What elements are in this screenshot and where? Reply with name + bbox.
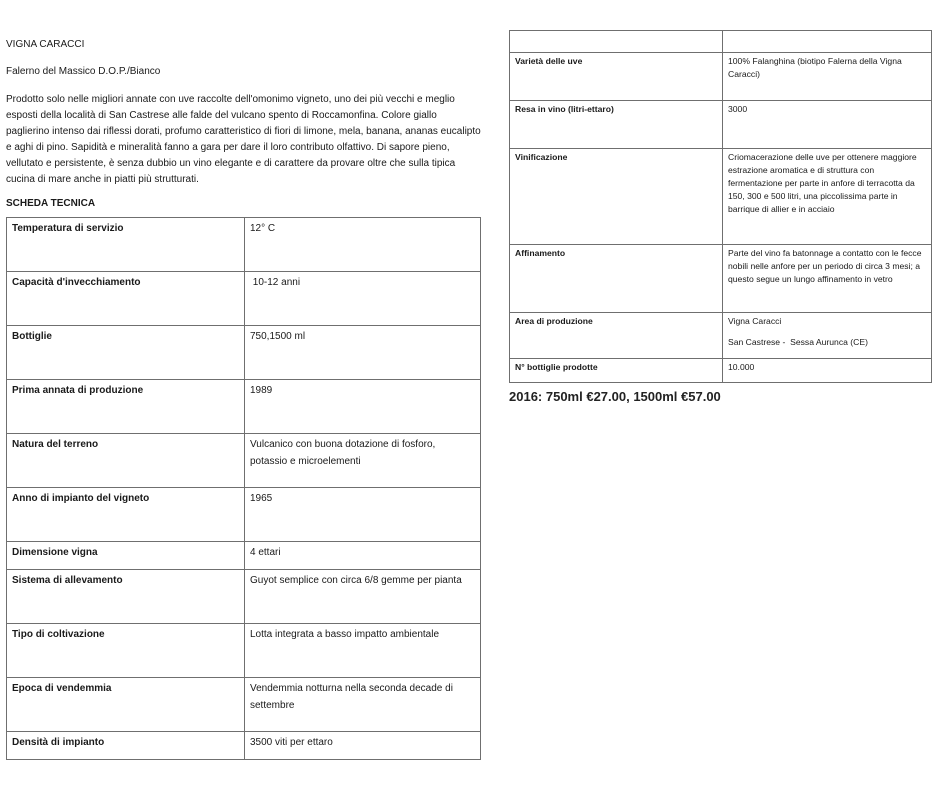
technical-sheet-table (6, 217, 481, 760)
row-value: 4 ettari (245, 542, 481, 570)
row-value: 12° C (245, 218, 481, 272)
row-value (723, 31, 932, 53)
row-label: N° bottiglie prodotte (510, 359, 723, 383)
table-row (7, 542, 481, 570)
table-row (7, 678, 481, 732)
row-value: 3000 (723, 101, 932, 149)
row-value: Criomacerazione delle uve per ottenere maggiore estrazione aromatica e di struttura con fermentazione per parte in anfore di terracotta da 150, 300 e 500 litri, una piccolissima parte in barrique di allier e in acciaio (723, 149, 932, 245)
table-row (510, 53, 932, 101)
row-label: Resa in vino (litri-ettaro) (510, 101, 723, 149)
table-row (510, 359, 932, 383)
table-row (510, 149, 932, 245)
table-row (7, 624, 481, 678)
table-row (510, 31, 932, 53)
row-label: Prima annata di produzione (7, 380, 245, 434)
row-label: Vinificazione (510, 149, 723, 245)
row-label: Bottiglie (7, 326, 245, 380)
table-row (7, 272, 481, 326)
row-value: Parte del vino fa batonnage a contatto con le fecce nobili nelle anfore per un periodo di circa 3 mesi; a questo segue un lungo affinamento in vetro (723, 245, 932, 313)
row-label: Epoca di vendemmia (7, 678, 245, 732)
row-label: Densità di impianto (7, 732, 245, 760)
row-label: Sistema di allevamento (7, 570, 245, 624)
wine-title: VIGNA CARACCI (6, 39, 85, 50)
row-value: Vendemmia notturna nella seconda decade di settembre (245, 678, 481, 732)
row-label: Varietà delle uve (510, 53, 723, 101)
table-row (7, 732, 481, 760)
area-name: Vigna Caracci (728, 316, 782, 326)
table-row (510, 245, 932, 313)
table-row (7, 488, 481, 542)
table-row (7, 434, 481, 488)
row-value: 1965 (245, 488, 481, 542)
price-list: 2016: 750ml €27.00, 1500ml €57.00 (509, 389, 721, 404)
table-row (510, 313, 932, 359)
table-row (7, 380, 481, 434)
row-label: Dimensione vigna (7, 542, 245, 570)
row-value (723, 313, 932, 359)
table-row (510, 101, 932, 149)
table-row (7, 570, 481, 624)
row-value: 10.000 (723, 359, 932, 383)
area-location: San Castrese - Sessa Aurunca (CE) (728, 337, 868, 347)
row-value: Guyot semplice con circa 6/8 gemme per pianta (245, 570, 481, 624)
row-value: 10-12 anni (245, 272, 481, 326)
row-label: Natura del terreno (7, 434, 245, 488)
production-details-table (509, 30, 932, 383)
row-value: 750,1500 ml (245, 326, 481, 380)
scheda-tecnica-heading: SCHEDA TECNICA (6, 198, 96, 209)
row-label: Anno di impianto del vigneto (7, 488, 245, 542)
product-description-column (6, 38, 482, 760)
table-row (7, 326, 481, 380)
row-label (510, 31, 723, 53)
row-label: Temperatura di servizio (7, 218, 245, 272)
row-label: Affinamento (510, 245, 723, 313)
wine-description: Prodotto solo nelle migliori annate con uve raccolte dell'omonimo vigneto, uno dei più vecchi e meglio esposti della località di San Castrese alle falde del vulcano spento di Roccamonfina. Colore giallo paglierino intenso dai riflessi dorati, profumo caratteristico di fiori di limone, mela, banana, ananas eucalipto e aghi di pino. Sapidità e mineralità fanno a gara per dare il loro contributo olfattivo. Di sapore pieno, vellutato e persistente, è senza dubbio un vino elegante e di carattere da provare oltre che sulla tipica cucina di mare anche in piatti più strutturati. (6, 94, 481, 185)
row-value: 3500 viti per ettaro (245, 732, 481, 760)
row-value: 1989 (245, 380, 481, 434)
table-row (7, 218, 481, 272)
row-value: 100% Falanghina (biotipo Falerna della Vigna Caracci) (723, 53, 932, 101)
production-details-column (509, 30, 933, 405)
row-label: Capacità d'invecchiamento (7, 272, 245, 326)
row-label: Tipo di coltivazione (7, 624, 245, 678)
row-value: Lotta integrata a basso impatto ambientale (245, 624, 481, 678)
wine-denomination: Falerno del Massico D.O.P./Bianco (6, 66, 161, 77)
row-value: Vulcanico con buona dotazione di fosforo, potassio e microelementi (245, 434, 481, 488)
row-label: Area di produzione (510, 313, 723, 359)
